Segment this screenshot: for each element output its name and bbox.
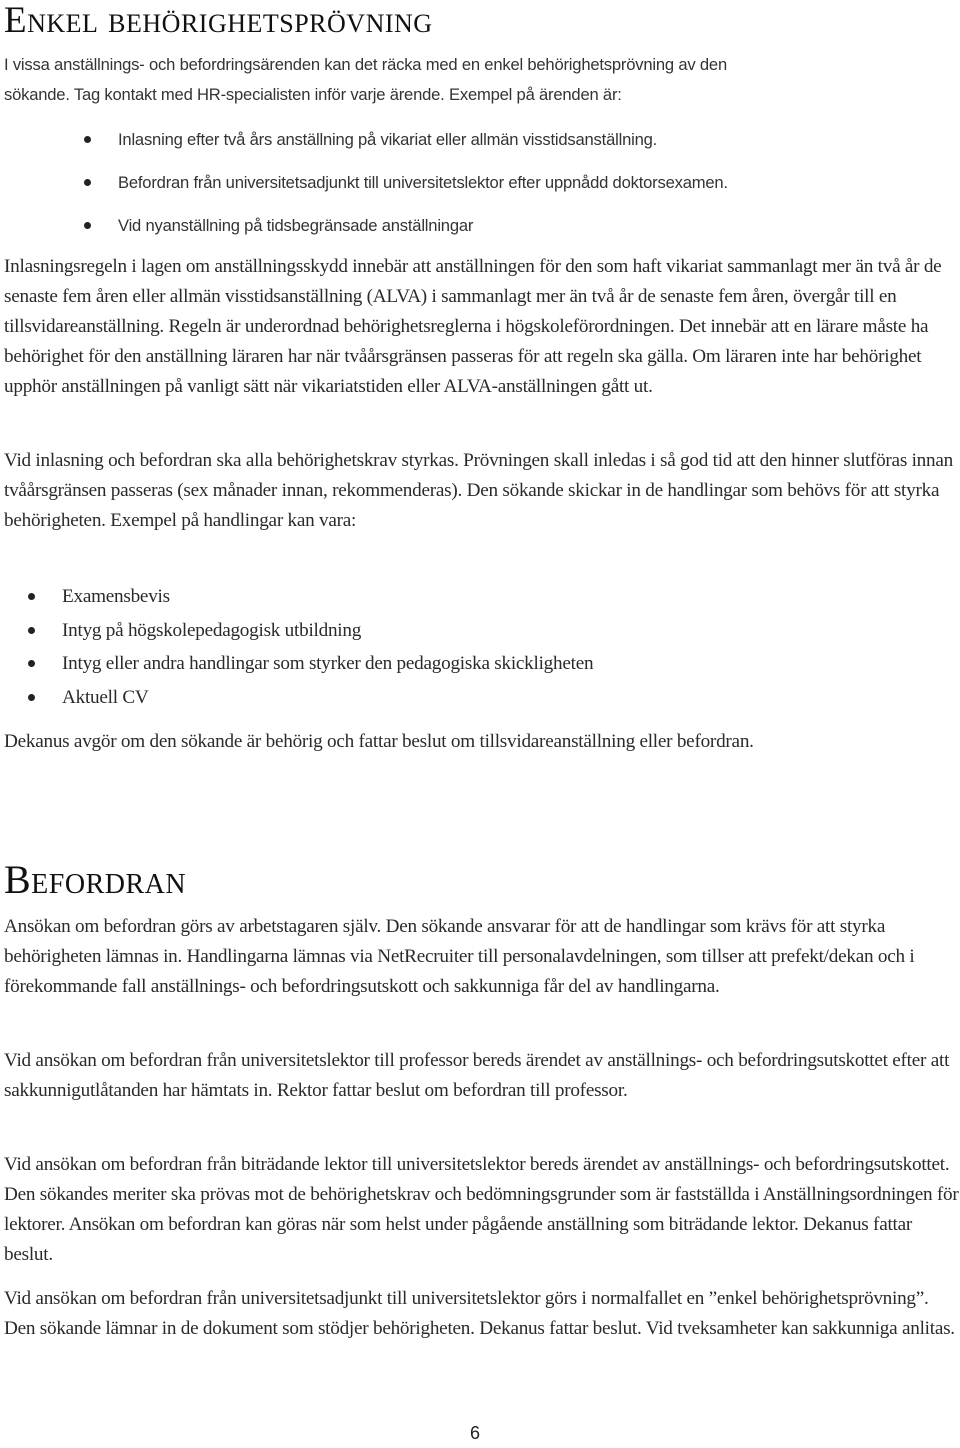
bullet-icon — [28, 593, 35, 600]
bullet-icon — [28, 660, 35, 667]
bullet-icon — [84, 222, 91, 229]
paragraph-befordran-4: Vid ansökan om befordran från universitetsadjunkt till universitetslektor görs i normalfallet en ”enkel behörighetsprövning”. Den sökande lämnar in de dokument som stödjer behörigheten. Dekanus fattar beslut. Vid tveksamheter kan sakkunniga anlitas. — [4, 1288, 955, 1339]
paragraph-inlasning: Inlasningsregeln i lagen om anställningsskydd innebär att anställningen för den som haft vikariat sammanlagt mer än två år de senaste fem åren eller allmän visstidsanställning (ALVA) i sammanlagt mer än två år de senaste fem åren, övergår till en tillsvidareanställning. Regeln är underordnad behörighetsreglerna i högskoleförordningen. Det innebär att en lärare måste ha behörighet för den anställning läraren har när tvåårsgränsen passeras för att regeln ska gälla. Om läraren inte har behörighet upphör anställningen på vanligt sätt när vikariatstiden eller ALVA-anställningen gått ut. — [4, 256, 942, 397]
paragraph-befordran-1: Ansökan om befordran görs av arbetstagaren själv. Den sökande ansvarar för att de handlingar som krävs för att styrka behörigheten lämnas in. Handlingarna lämnas via NetRecruiter till personalavdelningen, som tillser att prefekt/dekan och i förekommande fall anställnings- och befordringsutskott och sakkunniga får del av handlingarna. — [4, 916, 915, 997]
section-heading-befordran: Befordran — [4, 857, 187, 902]
document-text: Aktuell CV — [62, 687, 149, 708]
example-text: Vid nyanställning på tidsbegränsade anställningar — [118, 216, 474, 235]
example-text: Inlasning efter två års anställning på vikariat eller allmän visstidsanställning. — [118, 130, 658, 149]
bullet-icon — [28, 694, 35, 701]
bullet-icon — [28, 627, 35, 634]
section-heading-enkel-behorighetsprovning: Enkel behörighetsprövning — [4, 0, 433, 41]
intro-line-1: I vissa anställnings- och befordringsärenden kan det räcka med en enkel behörighetsprövning av den — [4, 55, 727, 74]
paragraph-befordran-2: Vid ansökan om befordran från universitetslektor till professor bereds ärendet av anställnings- och befordringsutskottet efter att sakkunnigutlåtanden har hämtats in. Rektor fattar beslut om befordran till professor. — [4, 1050, 950, 1101]
paragraph-dekanus: Dekanus avgör om den sökande är behörig och fattar beslut om tillsvidareanställning eller befordran. — [4, 731, 754, 752]
document-text: Examensbevis — [62, 586, 170, 607]
paragraph-befordran-3: Vid ansökan om befordran från biträdande lektor till universitetslektor bereds ärendet av anställnings- och befordringsutskottet. Den sökandes meriter ska prövas mot de behörighetskrav och bedömningsgrunder som är fastställda i Anställningsordningen för lektorer. Ansökan om befordran kan göras när som helst under pågående anställning som biträdande lektor. Dekanus fattar beslut. — [4, 1154, 959, 1265]
document-text: Intyg eller andra handlingar som styrker den pedagogiska skickligheten — [62, 653, 594, 674]
page-number: 6 — [470, 1423, 481, 1443]
example-text: Befordran från universitetsadjunkt till universitetslektor efter uppnådd doktorsexamen. — [118, 173, 728, 192]
document-text: Intyg på högskolepedagogisk utbildning — [62, 620, 362, 641]
intro-line-2: sökande. Tag kontakt med HR-specialisten inför varje ärende. Exempel på ärenden är: — [4, 85, 622, 104]
bullet-icon — [84, 179, 91, 186]
paragraph-styrkas: Vid inlasning och befordran ska alla behörighetskrav styrkas. Prövningen skall inledas i så god tid att den hinner slutföras innan tvåårsgränsen passeras (sex månader innan, rekommenderas). Den sökande skickar in de handlingar som behövs för att styrka behörigheten. Exempel på handlingar kan vara: — [4, 450, 953, 531]
bullet-icon — [84, 136, 91, 143]
